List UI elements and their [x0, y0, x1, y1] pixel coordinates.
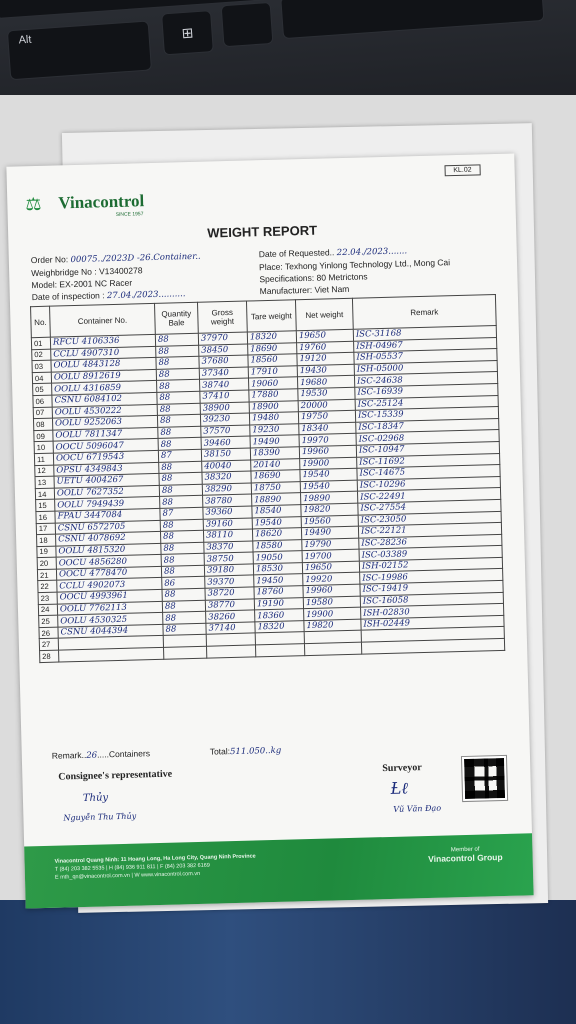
row-no: 21 [37, 569, 56, 581]
remark: ISH-02152 [359, 557, 502, 572]
container-no: CSNU 4044394 [58, 624, 163, 638]
container-no: CSNU 6572705 [55, 520, 160, 534]
row-no: 08 [33, 418, 52, 430]
remark: ISH-05537 [354, 349, 497, 364]
tare-weight: 20140 [251, 458, 300, 471]
container-no: OOLU 7949439 [55, 497, 160, 511]
surveyor-signature-icon: Ƚℓ [390, 778, 409, 798]
gross-weight: 38290 [202, 483, 251, 496]
form-code: KL.02 [444, 164, 481, 176]
remark: ISH-04967 [354, 337, 497, 352]
tare-weight: 18900 [249, 400, 298, 413]
quantity-bale: 88 [161, 554, 204, 567]
container-no: OPSU 4349843 [54, 462, 159, 476]
vinacontrol-logo [25, 191, 145, 218]
net-weight: 19680 [297, 376, 354, 389]
space-key [280, 0, 544, 39]
footer-address: Vinacontrol Quang Ninh: 11 Hoang Long, Ha Long City, Quang Ninh Province T (84) 203 382 5535 | H (84) 936 911 811 | F (84) 203 382 6169 E mth_qn@vinacontrol.com.vn | W www.vinacontrol.com.vn [54, 853, 256, 881]
row-no: 05 [33, 384, 52, 396]
gross-weight: 37140 [206, 622, 255, 635]
header-tare: Tare weight [246, 300, 296, 332]
tare-weight: 18750 [251, 481, 300, 494]
net-weight: 19790 [302, 538, 359, 551]
net-weight: 19960 [299, 445, 356, 458]
row-no: 11 [34, 453, 53, 465]
gross-weight: 38900 [200, 402, 249, 415]
header-no: No. [31, 306, 51, 337]
tare-weight: 19060 [248, 377, 297, 390]
gross-weight: 38320 [202, 471, 251, 484]
container-no: FPAU 3447084 [55, 508, 160, 522]
tare-weight: 18890 [252, 493, 301, 506]
net-weight: 19540 [300, 480, 357, 493]
net-weight: 19920 [303, 573, 360, 586]
container-no: CSNU 4078692 [56, 531, 161, 545]
quantity-bale: 88 [156, 368, 199, 381]
quantity-bale: 88 [157, 414, 200, 427]
remark: ISC-25124 [355, 395, 498, 410]
row-no: 01 [31, 337, 50, 349]
gross-weight: 38110 [203, 529, 252, 542]
row-no: 18 [37, 534, 56, 546]
row-no: 06 [33, 395, 52, 407]
gross-weight: 37410 [200, 390, 249, 403]
gross-weight: 39180 [204, 564, 253, 577]
tare-weight [255, 644, 304, 657]
container-no: OOCU 4993961 [57, 589, 162, 603]
container-no: OOLU 8912619 [51, 369, 156, 383]
place: Place: Texhong Yinlong Technology Ltd., Mong Cai [258, 257, 451, 273]
alt-key: Alt [7, 20, 152, 80]
remark-containers: Remark..26.....Containers [51, 748, 151, 761]
container-no: OOLU 7762113 [57, 601, 162, 615]
manufacturer: Manufacturer: Viet Nam [259, 283, 350, 297]
row-no: 15 [36, 499, 55, 511]
net-weight [304, 642, 361, 655]
row-no: 13 [35, 476, 54, 488]
weight-table [30, 294, 505, 663]
remark: ISC-16058 [360, 592, 503, 607]
net-weight: 19560 [301, 515, 358, 528]
quantity-bale: 88 [163, 611, 206, 624]
header-container: Container No. [50, 303, 156, 337]
consignee-signature-icon: Thủy [82, 792, 109, 804]
quantity-bale: 88 [157, 403, 200, 416]
quantity-bale: 87 [158, 449, 201, 462]
row-no: 16 [36, 511, 55, 523]
total-weight: Total:511.050..kg [209, 745, 282, 758]
tare-weight: 18540 [252, 505, 301, 518]
container-no: OOLU 4815320 [56, 543, 161, 557]
gross-weight: 38450 [199, 344, 248, 357]
net-weight: 20000 [298, 399, 355, 412]
remark: ISH-02830 [361, 604, 504, 619]
net-weight: 19760 [297, 341, 354, 354]
order-number: Order No: 00075../2023D -26.Container.. [30, 251, 201, 266]
consignee-name: Nguyễn Thu Thủy [63, 811, 137, 823]
quantity-bale: 88 [159, 461, 202, 474]
consignee-title: Consignee's representative [58, 768, 173, 783]
remark [361, 638, 504, 653]
net-weight: 19900 [304, 607, 361, 620]
row-no: 22 [38, 581, 57, 593]
net-weight: 19530 [298, 387, 355, 400]
weighbridge-number: Weighbridge No : V13400278 [31, 265, 143, 279]
keyboard-key [221, 2, 274, 47]
container-no: OOCU 6719543 [53, 450, 158, 464]
row-no: 20 [37, 557, 56, 569]
quantity-bale: 88 [155, 333, 198, 346]
remark: ISC-31168 [353, 326, 496, 341]
tare-weight: 18320 [255, 620, 304, 633]
remark: ISC-02968 [356, 430, 499, 445]
container-no: UETU 4004267 [54, 474, 159, 488]
container-no: CCLU 4902073 [57, 578, 162, 592]
tare-weight: 18690 [251, 470, 300, 483]
remark: ISC-23050 [358, 511, 501, 526]
remark: ISC-27554 [358, 499, 501, 514]
tare-weight: 19480 [249, 412, 298, 425]
gross-weight: 38370 [204, 541, 253, 554]
remark: ISC-10947 [356, 441, 499, 456]
surveyor-name: Vũ Văn Đạo [393, 803, 442, 814]
gross-weight: 38740 [200, 378, 249, 391]
net-weight: 18340 [299, 422, 356, 435]
quantity-bale: 86 [162, 577, 205, 590]
tare-weight: 18580 [253, 539, 302, 552]
remark: ISC-18347 [356, 418, 499, 433]
quantity-bale: 88 [161, 565, 204, 578]
quantity-bale [164, 646, 207, 659]
weight-report-document [6, 153, 533, 908]
remark: ISH-05000 [354, 360, 497, 375]
net-weight: 19650 [302, 561, 359, 574]
scales-icon: ⚖ [25, 193, 42, 215]
quantity-bale: 87 [160, 507, 203, 520]
remark: ISC-11692 [357, 453, 500, 468]
row-no: 19 [37, 546, 56, 558]
brand-since: SINCE 1957 [115, 211, 144, 218]
net-weight: 19540 [300, 468, 357, 481]
net-weight: 19580 [303, 596, 360, 609]
quantity-bale: 88 [158, 438, 201, 451]
net-weight: 19970 [299, 434, 356, 447]
tare-weight: 19450 [254, 574, 303, 587]
quantity-bale: 88 [159, 472, 202, 485]
gross-weight: 37970 [198, 332, 247, 345]
remark: ISH-02449 [361, 615, 504, 630]
report-title: WEIGHT REPORT [207, 222, 318, 241]
container-no: OOLU 4316859 [52, 381, 157, 395]
quantity-bale: 88 [161, 542, 204, 555]
remark: ISC-15339 [355, 407, 498, 422]
tare-weight: 17910 [248, 366, 297, 379]
net-weight: 19650 [296, 329, 353, 342]
net-weight: 19750 [298, 410, 355, 423]
row-no: 03 [32, 360, 51, 372]
tare-weight: 19190 [254, 597, 303, 610]
tare-weight: 18620 [252, 528, 301, 541]
gross-weight: 38150 [201, 448, 250, 461]
container-no [59, 647, 164, 661]
remark: ISC-19986 [360, 569, 503, 584]
gross-weight: 39160 [203, 517, 252, 530]
net-weight: 19700 [302, 549, 359, 562]
gross-weight: 37680 [199, 355, 248, 368]
tare-weight: 18560 [248, 354, 297, 367]
surveyor-title: Surveyor [382, 762, 422, 775]
quantity-bale: 88 [160, 530, 203, 543]
container-no: RFCU 4106336 [50, 334, 155, 348]
tare-weight: 18690 [248, 342, 297, 355]
net-weight: 19960 [303, 584, 360, 597]
gross-weight: 38720 [205, 587, 254, 600]
row-no: 07 [33, 407, 52, 419]
container-no: OOCU 4856280 [56, 555, 161, 569]
company-footer [24, 833, 533, 908]
net-weight: 19890 [301, 492, 358, 505]
row-no: 10 [34, 441, 53, 453]
net-weight: 19820 [304, 619, 361, 632]
container-no: OOCU 5096047 [53, 439, 158, 453]
header-remark: Remark [352, 295, 496, 330]
remark: ISC-22491 [357, 488, 500, 503]
qr-code-icon [462, 756, 507, 801]
remark: ISC-24638 [354, 372, 497, 387]
gross-weight: 39460 [201, 436, 250, 449]
container-no: OOLU 9252063 [52, 416, 157, 430]
gross-weight: 40040 [202, 460, 251, 473]
quantity-bale: 88 [157, 391, 200, 404]
row-no: 25 [39, 615, 58, 627]
row-no: 09 [34, 430, 53, 442]
container-no: OOCU 4778470 [56, 566, 161, 580]
container-no: OOLU 4530325 [58, 613, 163, 627]
remark: ISC-16939 [355, 383, 498, 398]
header-gross: Gross weight [197, 301, 247, 333]
container-no: CSNU 6084102 [52, 392, 157, 406]
row-no: 04 [32, 372, 51, 384]
tare-weight: 18320 [247, 331, 296, 344]
report-info-left [31, 250, 202, 304]
model: Model: EX-2001 NC Racer [31, 277, 133, 291]
table-body [31, 326, 504, 663]
tare-weight: 17880 [249, 389, 298, 402]
row-no: 14 [35, 488, 54, 500]
gross-weight: 38260 [206, 610, 255, 623]
quantity-bale: 88 [156, 345, 199, 358]
footer-member: Member of Vinacontrol Group [428, 846, 503, 864]
tare-weight: 18390 [250, 447, 299, 460]
net-weight: 19120 [297, 352, 354, 365]
quantity-bale: 88 [162, 588, 205, 601]
tare-weight: 19490 [250, 435, 299, 448]
tare-weight: 18760 [254, 586, 303, 599]
remark: ISC-10296 [357, 476, 500, 491]
gross-weight: 38750 [204, 552, 253, 565]
row-no: 26 [39, 627, 58, 639]
quantity-bale: 88 [159, 484, 202, 497]
remark: ISC-28236 [359, 534, 502, 549]
row-no: 28 [40, 650, 59, 662]
tare-weight: 19230 [250, 423, 299, 436]
gross-weight: 38770 [205, 599, 254, 612]
quantity-bale: 88 [158, 426, 201, 439]
remark: ISC-22121 [358, 523, 501, 538]
container-no: OOLU 7811347 [53, 427, 158, 441]
container-no: OOLU 7627352 [54, 485, 159, 499]
tare-weight: 18360 [255, 609, 304, 622]
quantity-bale: 88 [157, 380, 200, 393]
row-no: 17 [36, 523, 55, 535]
specifications: Specifications: 80 Metrictons [259, 271, 368, 285]
quantity-bale: 88 [160, 519, 203, 532]
background-person [0, 900, 576, 1024]
row-no: 12 [35, 465, 54, 477]
net-weight: 19430 [297, 364, 354, 377]
remark: ISC-19419 [360, 580, 503, 595]
row-no: 27 [39, 639, 58, 651]
brand-name: Vinacontrol [58, 191, 145, 213]
gross-weight [206, 645, 255, 658]
gross-weight: 39360 [203, 506, 252, 519]
quantity-bale: 88 [156, 356, 199, 369]
header-net: Net weight [295, 298, 353, 330]
gross-weight: 38780 [203, 494, 252, 507]
remark: ISC-03389 [359, 546, 502, 561]
requested-date: Date of Requested.. 22.04./2023....... [258, 246, 408, 260]
gross-weight: 39370 [205, 575, 254, 588]
inspection-date: Date of inspection : 27.04./2023.......... [31, 289, 186, 303]
tare-weight: 19050 [253, 551, 302, 564]
remark: ISC-14675 [357, 465, 500, 480]
row-no: 02 [32, 349, 51, 361]
gross-weight: 37340 [199, 367, 248, 380]
container-no: CCLU 4907310 [51, 346, 156, 360]
net-weight: 19900 [300, 457, 357, 470]
quantity-bale: 88 [160, 496, 203, 509]
tare-weight: 18530 [253, 563, 302, 576]
net-weight: 19490 [301, 526, 358, 539]
net-weight: 19820 [301, 503, 358, 516]
report-info-right [259, 243, 451, 297]
gross-weight: 39230 [200, 413, 249, 426]
container-no: OOLU 4843128 [51, 358, 156, 372]
row-no: 24 [38, 604, 57, 616]
header-quantity: Quantity Bale [155, 302, 199, 334]
quantity-bale: 88 [162, 600, 205, 613]
row-no: 23 [38, 592, 57, 604]
quantity-bale: 88 [163, 623, 206, 636]
windows-key: ⊞ [161, 10, 214, 55]
tare-weight: 19540 [252, 516, 301, 529]
gross-weight: 37570 [201, 425, 250, 438]
container-no: OOLU 4530222 [52, 404, 157, 418]
